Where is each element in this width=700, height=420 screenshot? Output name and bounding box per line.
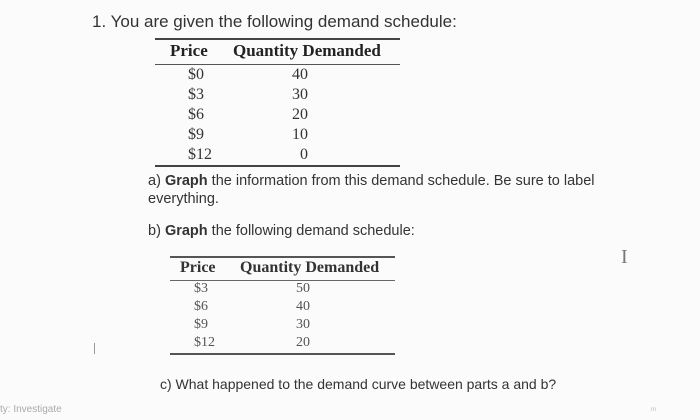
quantity-cell: 40: [292, 66, 308, 83]
part-b-bold: Graph: [164, 223, 208, 239]
margin-tick: [94, 343, 95, 354]
quantity-cell: 30: [296, 317, 310, 332]
price-cell: $12: [188, 146, 212, 163]
table-bottom-rule: [155, 165, 400, 167]
price-cell: $12: [194, 335, 215, 350]
table-header: [170, 256, 395, 281]
price-header: Price: [170, 41, 208, 60]
part-a-text: [148, 172, 618, 208]
quantity-cell: 30: [292, 86, 308, 103]
table-row: [155, 65, 400, 85]
table-header: [155, 38, 400, 65]
part-c-label: c): [160, 376, 172, 392]
price-cell: $3: [194, 281, 208, 296]
watermark: ty: Investigate: [0, 404, 62, 415]
table-row: [155, 145, 400, 165]
price-cell: $6: [188, 106, 204, 123]
quantity-cell: 20: [296, 335, 310, 350]
table-row: [155, 125, 400, 145]
demand-schedule-table-1: [155, 38, 400, 167]
price-cell: $3: [188, 86, 204, 103]
table-bottom-rule: [170, 353, 395, 355]
part-c-text: [160, 376, 556, 392]
quantity-cell: 50: [296, 281, 310, 296]
price-cell: $9: [194, 317, 208, 332]
demand-schedule-table-2: [170, 256, 395, 355]
part-c-body: What happened to the demand curve between parts a and b?: [171, 376, 557, 392]
quantity-cell: 10: [292, 126, 308, 143]
table-row: [170, 317, 395, 335]
part-b-body: the following demand schedule:: [207, 223, 415, 239]
question-title: 1. You are given the following demand schedule:: [92, 12, 457, 31]
quantity-cell: 0: [300, 146, 308, 163]
part-a-bold: Graph: [164, 173, 208, 189]
table-row: [170, 299, 395, 317]
quantity-header: Quantity Demanded: [240, 259, 380, 276]
price-cell: $6: [194, 299, 208, 314]
table-row: [170, 335, 395, 353]
text-cursor-icon: I: [621, 246, 628, 268]
part-b-text: [148, 223, 415, 239]
corner-mark: ᵐ: [651, 405, 657, 415]
part-a-label: a): [148, 173, 161, 189]
part-b-label: b): [148, 223, 161, 239]
part-a-body: the information from this demand schedule. Be sure to label everything.: [148, 173, 595, 207]
price-cell: $0: [188, 66, 204, 83]
price-header: Price: [180, 259, 216, 276]
table-row: [155, 85, 400, 105]
table-row: [155, 105, 400, 125]
quantity-cell: 40: [296, 299, 310, 314]
table-row: [170, 281, 395, 299]
quantity-header: Quantity Demanded: [233, 41, 381, 60]
price-cell: $9: [188, 126, 204, 143]
quantity-cell: 20: [292, 106, 308, 123]
